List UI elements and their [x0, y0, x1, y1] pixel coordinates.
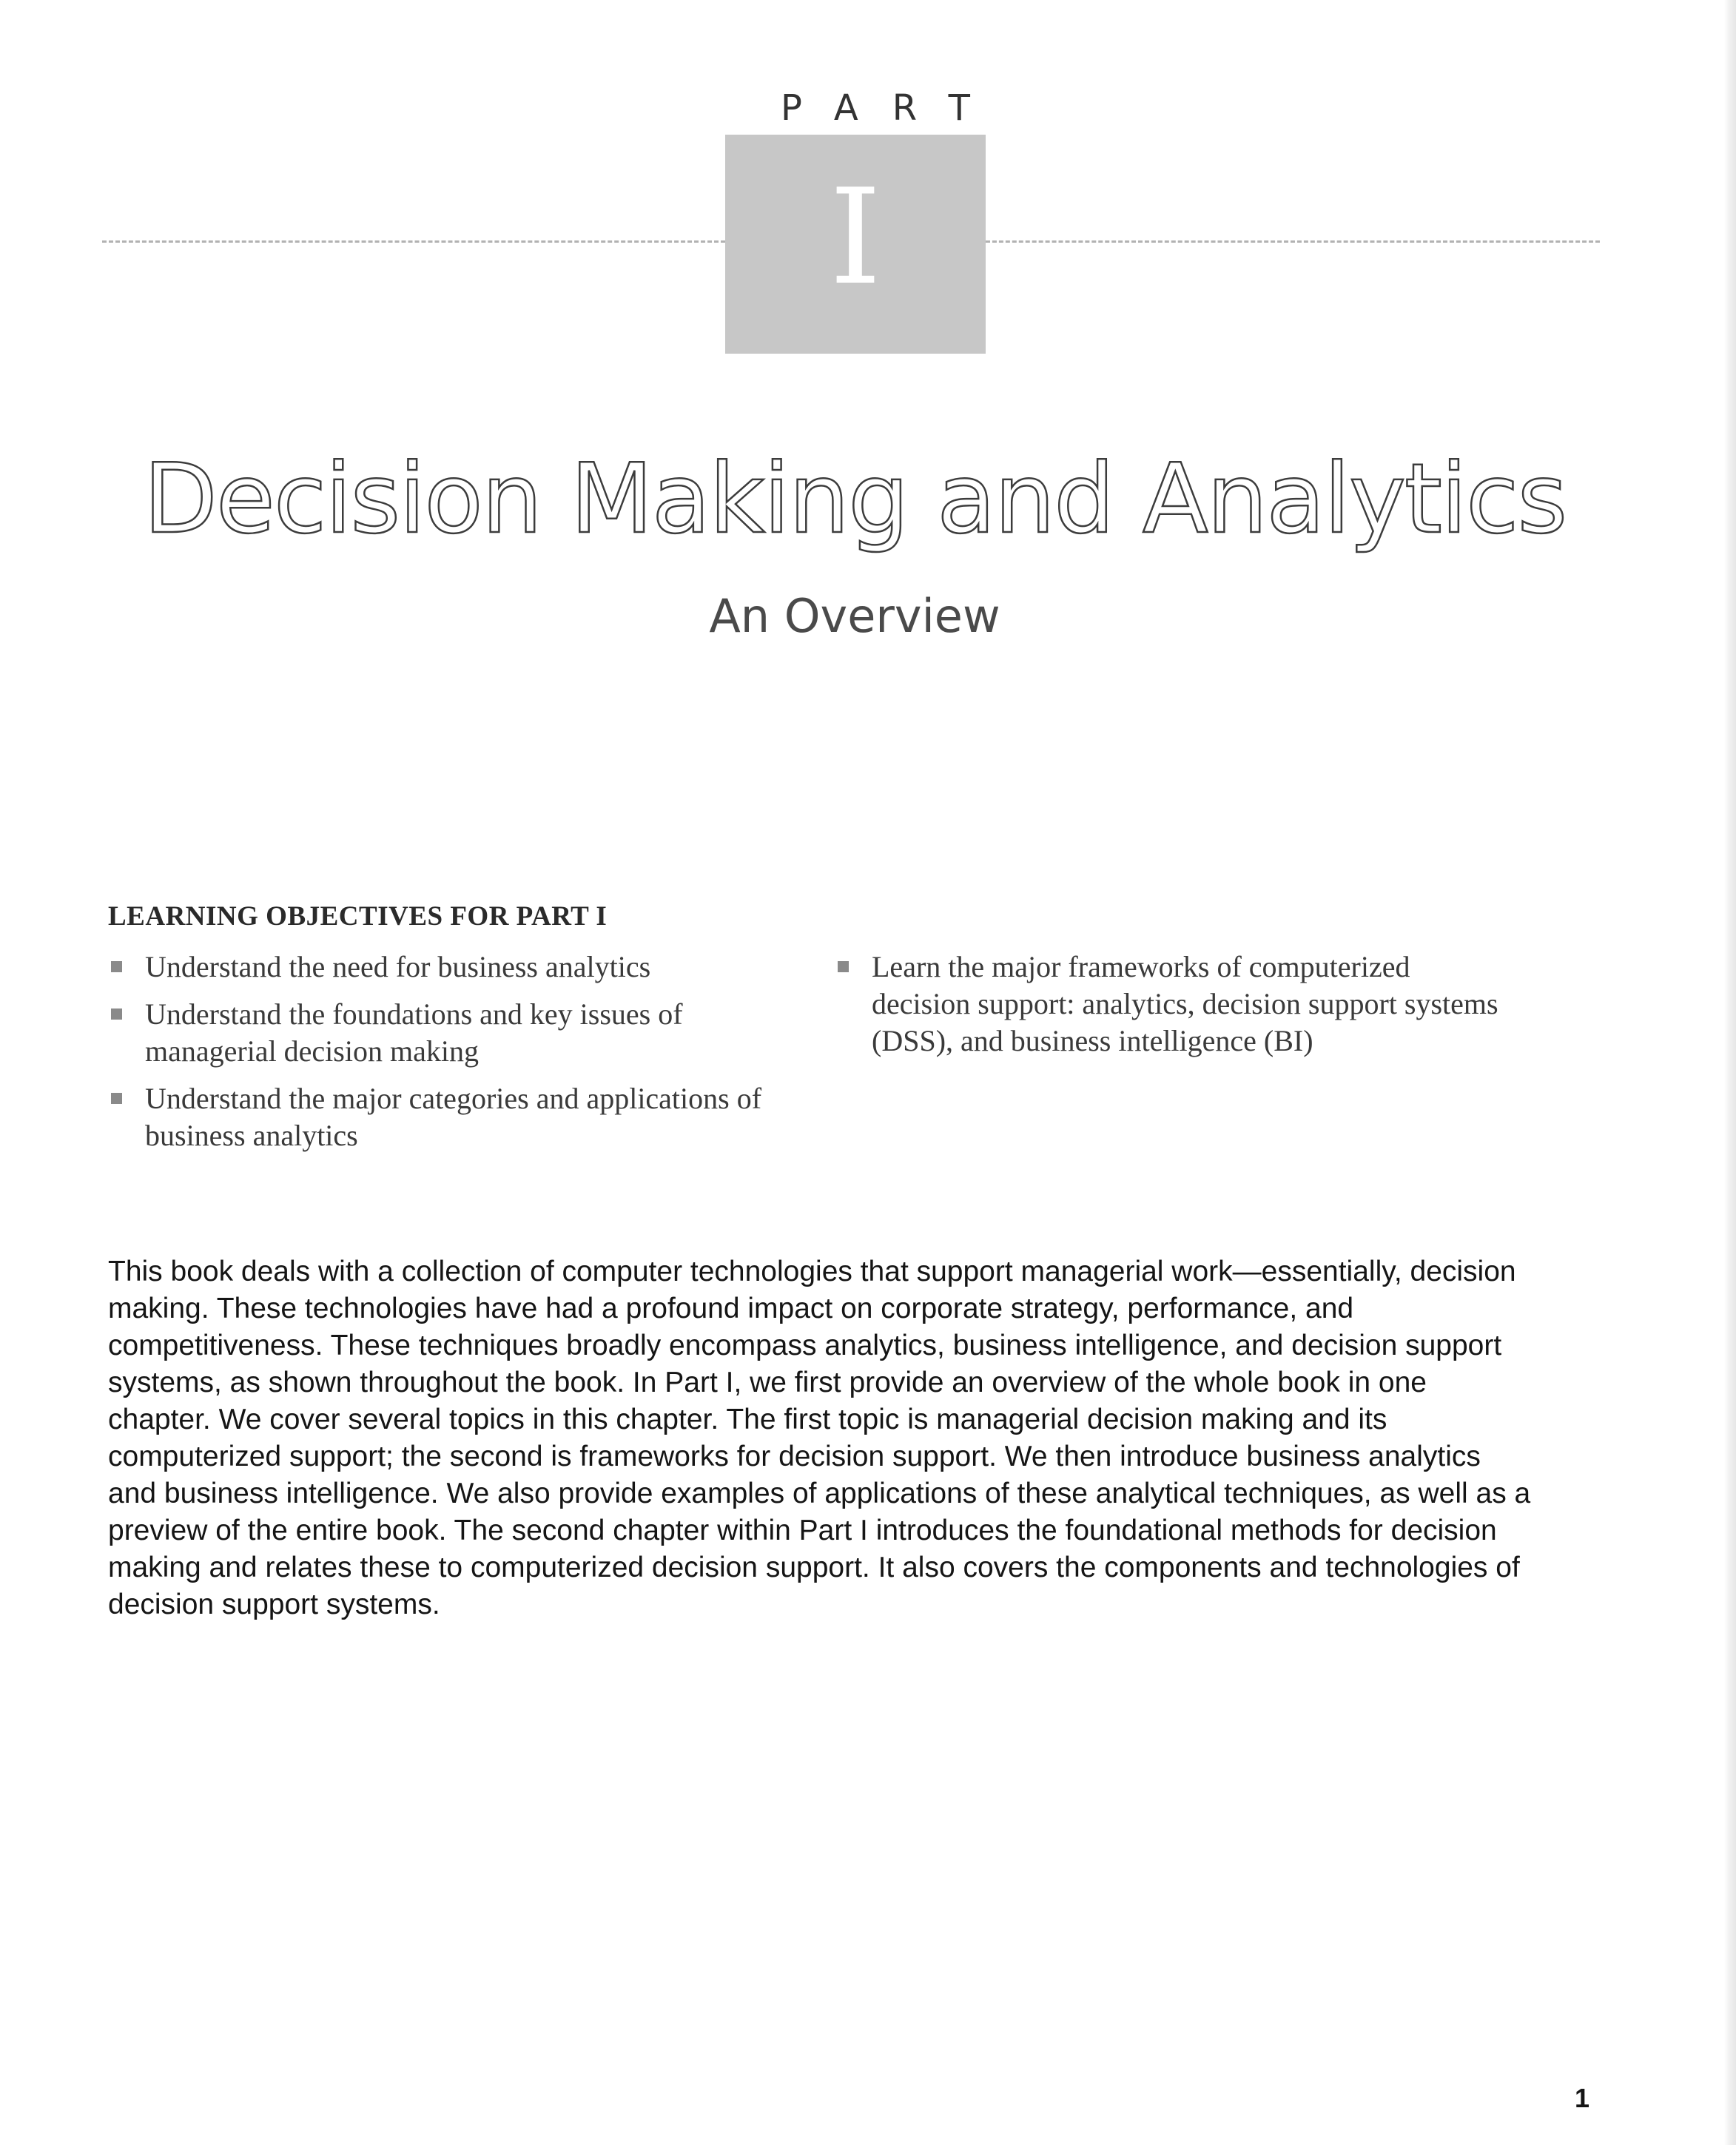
square-bullet-icon — [111, 1093, 122, 1104]
objectives-list-right — [835, 949, 1501, 1070]
square-bullet-icon — [111, 961, 122, 972]
part-rule-left — [102, 240, 725, 243]
objective-item — [108, 949, 774, 986]
page-title: Decision Making and Analytics — [143, 442, 1567, 555]
page-number: 1 — [1575, 2083, 1590, 2113]
page-edge — [1724, 0, 1736, 2145]
body-paragraph: This book deals with a collection of computer technologies that support managerial work—essentially, decision making. These technologies have had a profound impact on corporate strategy, performance, and competitiveness. These techniques broadly encompass analytics, business intelligence, and decision support systems, as shown throughout the book. In Part I, we first provide an overview of the whole book in one chapter. We cover several topics in this chapter. The first topic is managerial decision making and its computerized support; the second is frameworks for decision support. We then introduce business analytics and business intelligence. We also provide examples of applications of these analytical techniques, as well as a preview of the entire book. The second chapter within Part I introduces the foundational methods for decision making and relates these to computerized decision support. It also covers the components and technologies of decision support systems. — [108, 1256, 1531, 1620]
objective-item — [108, 996, 774, 1070]
objective-text: Learn the major frameworks of computerized decision support: analytics, decision support systems (DSS), and business intelligence (BI) — [872, 950, 1498, 1057]
objective-text: Understand the major categories and applications of business analytics — [145, 1082, 762, 1152]
objectives-heading: LEARNING OBJECTIVES FOR PART I — [108, 901, 608, 932]
part-number-box — [725, 135, 986, 354]
objective-item — [835, 949, 1501, 1060]
square-bullet-icon — [838, 961, 849, 972]
part-label: PART — [781, 87, 1004, 129]
objectives-list-left — [108, 949, 774, 1165]
page-subtitle: An Overview — [709, 589, 1000, 643]
objective-text: Understand the need for business analytics — [145, 950, 651, 983]
objective-item — [108, 1080, 774, 1154]
part-rule-right — [986, 240, 1600, 243]
part-numeral: I — [829, 161, 882, 314]
objective-text: Understand the foundations and key issues of managerial decision making — [145, 997, 683, 1068]
square-bullet-icon — [111, 1008, 122, 1020]
